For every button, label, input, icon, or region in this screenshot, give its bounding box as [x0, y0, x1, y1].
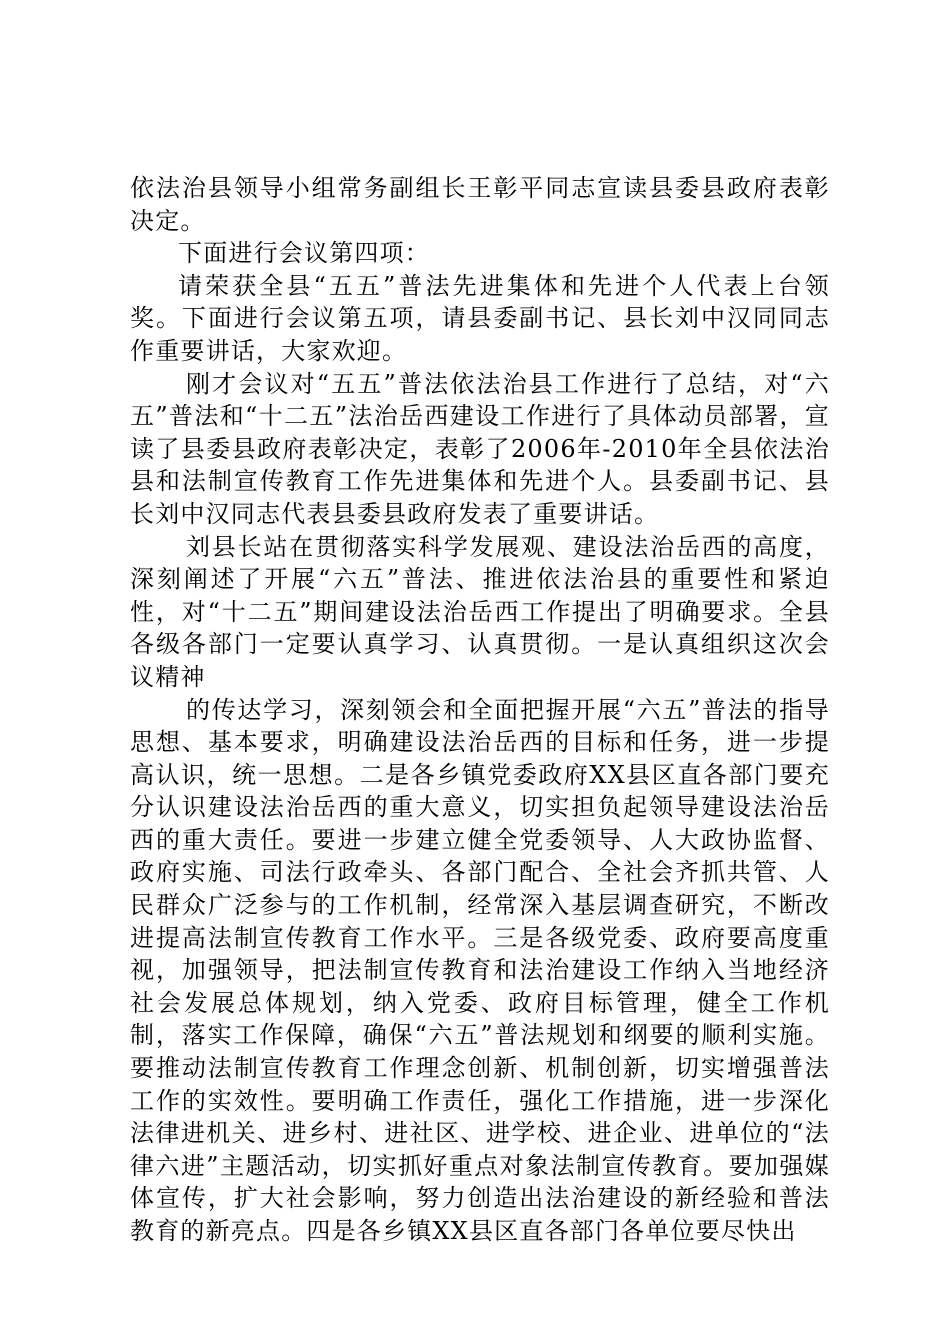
document-body	[130, 172, 830, 1248]
paragraph-1: 依法治县领导小组常务副组长王彰平同志宣读县委县政府表彰决定。	[130, 174, 830, 235]
paragraph-5: 刘县长站在贯彻落实科学发展观、建设法治岳西的高度，深刻阐述了开展“六五”普法、推进依法治县的重要性和紧迫性，对“十二五”期间建设法治岳西工作提出了明确要求。全县各级各部门一定要认真学习、认真贯彻。一是认真组织这次会议精神	[130, 532, 830, 691]
paragraph-3: 请荣获全县“五五”普法先进集体和先进个人代表上台领奖。下面进行会议第五项，请县委副书记、县长刘中汉同同志作重要讲话，大家欢迎。	[130, 271, 830, 365]
paragraph-2: 下面进行会议第四项：	[178, 239, 430, 268]
paragraph-6: 的传达学习，深刻领会和全面把握开展“六五”普法的指导思想、基本要求，明确建设法治岳西的目标和任务，进一步提高认识，统一思想。二是各乡镇党委政府XX县区直各部门要充分认识建设法治岳西的重大意义，切实担负起领导建设法治岳西的重大责任。要进一步建立健全党委领导、人大政协监督、政府实施、司法行政牵头、各部门配合、全社会齐抓共管、人民群众广泛参与的工作机制，经常深入基层调查研究，不断改进提高法制宣传教育工作水平。三是各级党委、政府要高度重视，加强领导，把法制宣传教育和法治建设工作纳入当地经济社会发展总体规划，纳入党委、政府目标管理，健全工作机制，落实工作保障，确保“六五”普法规划和纲要的顺利实施。要推动法制宣传教育工作理念创新、机制创新，切实增强普法工作的实效性。要明确工作责任，强化工作措施，进一步深化法律进机关、进乡村、进社区、进学校、进企业、进单位的“法律六进”主题活动，切实抓好重点对象法制宣传教育。要加强媒体宣传，扩大社会影响，努力创造出法治建设的新经验和普法教育的新亮点。四是各乡镇XX县区直各部门各单位要尽快出	[130, 695, 830, 1245]
paragraph-4: 刚才会议对“五五”普法依法治县工作进行了总结，对“六五”普法和“十二五”法治岳西建设工作进行了具体动员部署，宣读了县委县政府表彰决定，表彰了2006年-2010年全县依法治县和法制宣传教育工作先进集体和先进个人。县委副书记、县长刘中汉同志代表县委县政府发表了重要讲话。	[130, 369, 830, 528]
